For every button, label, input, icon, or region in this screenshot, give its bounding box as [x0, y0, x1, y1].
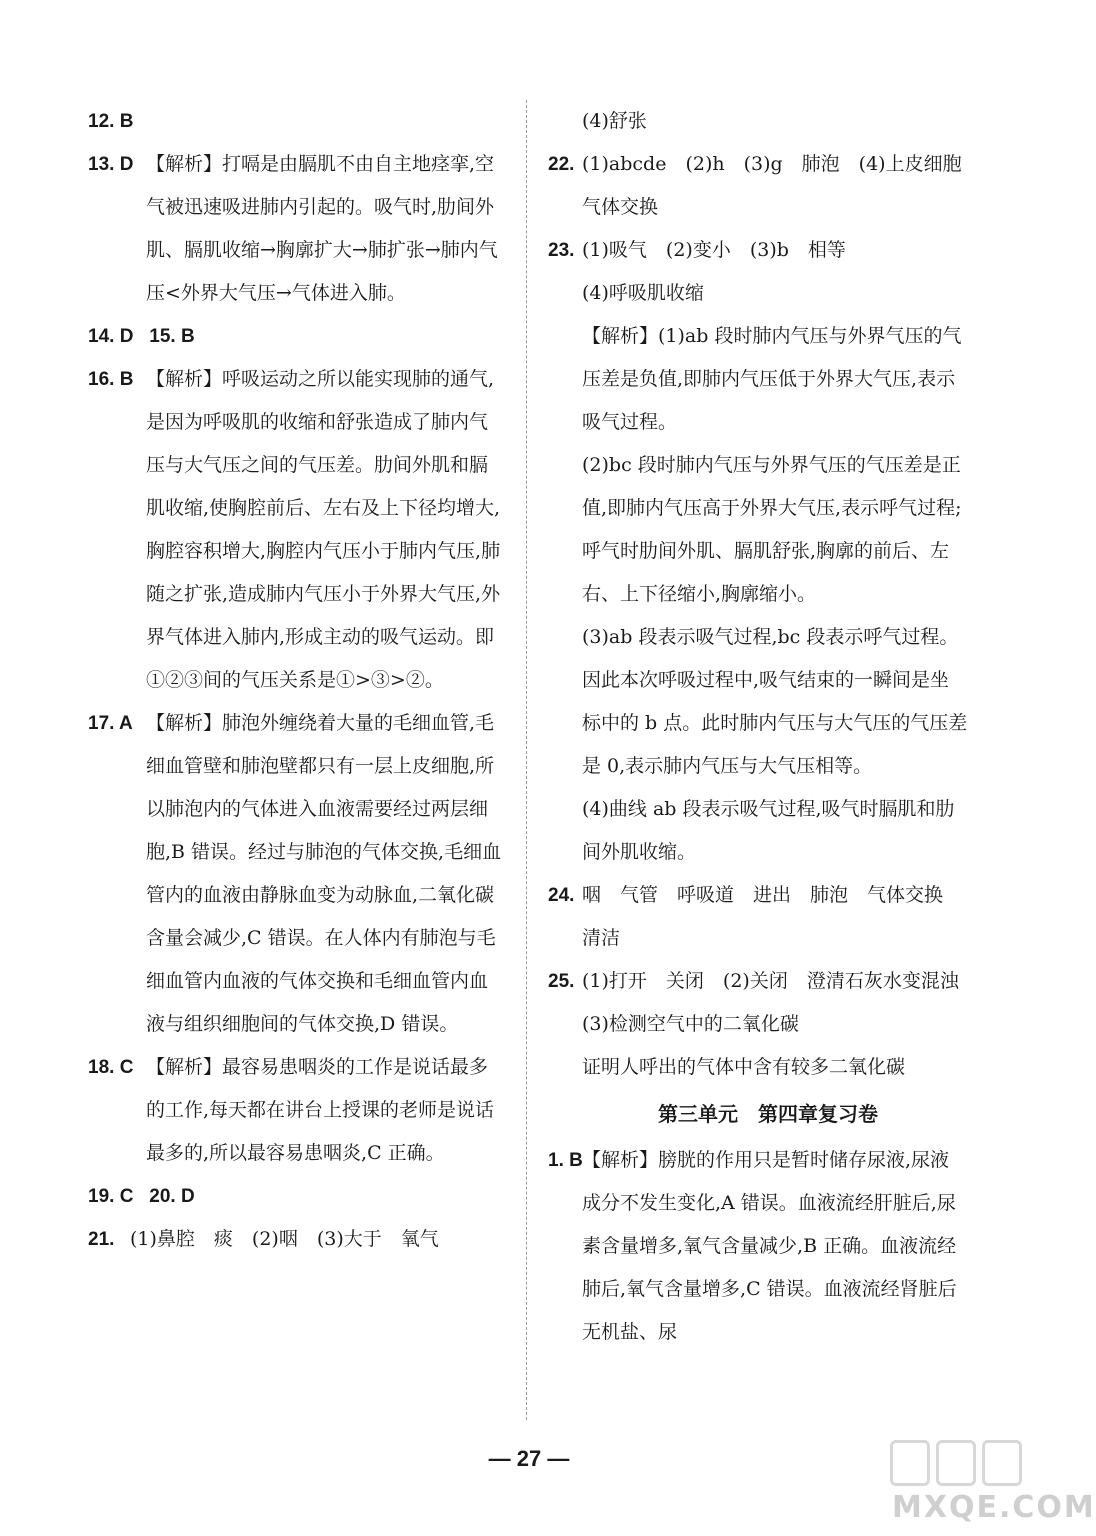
answer-22 — [548, 143, 981, 229]
answer-text: (1)吸气 (2)变小 (3)b 相等 — [582, 239, 846, 261]
answer-23-analysis-1: 【解析】(1)ab 段时肺内气压与外界气压的气压差是负值,即肺内气压低于外界大气压,表示吸气过程。 — [582, 325, 962, 433]
answer-25 — [548, 960, 978, 1046]
answer-number: 12. B — [88, 111, 134, 132]
answer-text: (1)鼻腔 痰 (2)咽 (3)大于 氧气 — [130, 1228, 439, 1250]
answer-14-15 — [88, 315, 506, 358]
answer-21 — [88, 1218, 506, 1261]
answer-number: 23. — [548, 240, 575, 261]
answer-13 — [88, 143, 506, 315]
answer-text: 【解析】呼吸运动之所以能实现肺的通气,是因为呼吸肌的收缩和舒张造成了肺内气压与大气压之间的气压差。肋间外肌和膈肌收缩,使胸腔前后、左右及上下径均增大,胸腔容积增大,胸腔内气压小于肺内气压,肺随之扩张,造成肺内气压小于外界大气压,外界气体进入肺内,形成主动的吸气运动。即①②③间的气压关系是①>③>②。 — [146, 368, 501, 691]
answer-text: 【解析】膀胱的作用只是暂时储存尿液,尿液成分不发生变化,A 错误。血液流经肝脏后,尿素含量增多,氧气含量减少,B 正确。血液流经肺后,氧气含量增多,C 错误。血液流经肾脏后无机盐、尿 — [582, 1149, 957, 1343]
page-number: — 27 — — [488, 1446, 570, 1471]
watermark-text: MXQE.COM — [892, 1490, 1096, 1525]
answer-number: 1. B — [548, 1150, 583, 1171]
answer-24 — [548, 874, 968, 960]
answer-number: 24. — [548, 885, 575, 906]
right-column — [548, 100, 981, 1354]
answer-text: 【解析】肺泡外缠绕着大量的毛细血管,毛细血管壁和肺泡壁都只有一层上皮细胞,所以肺泡内的气体进入血液需要经过两层细胞,B 错误。经过与肺泡的气体交换,毛细血管内的血液由静脉血变为动脉血,二氧化碳含量会减少,C 错误。在人体内有肺泡与毛细血管内血液的气体交换和毛细血管内血液与组织细胞间的气体交换,D 错误。 — [146, 712, 502, 1035]
column-divider — [526, 100, 527, 1420]
answer-text: 【解析】打嗝是由膈肌不由自主地痉挛,空气被迅速吸进肺内引起的。吸气时,肋间外肌、膈肌收缩→胸廓扩大→肺扩张→肺内气压<外界大气压→气体进入肺。 — [146, 153, 498, 304]
answer-14-number: 14. D — [88, 326, 134, 347]
answer-23 — [548, 229, 968, 272]
section-title: 第三单元 第四章复习卷 — [658, 1102, 878, 1126]
answer-23-analysis-4: (4)曲线 ab 段表示吸气过程,吸气时膈肌和肋间外肌收缩。 — [582, 798, 955, 863]
answer-15-number: 15. B — [149, 326, 195, 347]
answer-16 — [88, 358, 506, 702]
answer-number: 16. B — [88, 369, 134, 390]
answer-20-number: 20. D — [149, 1186, 195, 1207]
answer-21-continued: (4)舒张 — [582, 110, 647, 132]
answer-number: 17. A — [88, 713, 133, 734]
answer-18 — [88, 1046, 506, 1175]
left-column — [88, 100, 506, 1261]
answer-text: (1)打开 关闭 (2)关闭 澄清石灰水变混浊 (3)检测空气中的二氧化碳 — [582, 970, 978, 1035]
answer-17 — [88, 702, 506, 1046]
answer-number: 21. — [88, 1229, 115, 1250]
review-answer-1 — [548, 1139, 968, 1354]
answer-19-number: 19. C — [88, 1186, 134, 1207]
watermark-logo — [890, 1440, 1096, 1530]
answer-number — [88, 1175, 195, 1218]
answer-23-analysis-3: (3)ab 段表示吸气过程,bc 段表示呼气过程。因此本次呼吸过程中,吸气结束的一瞬间是坐标中的 b 点。此时肺内气压与大气压的气压差是 0,表示肺内气压与大气压相等。 — [582, 626, 968, 777]
answer-number: 13. D — [88, 154, 134, 175]
answer-number: 25. — [548, 971, 575, 992]
answer-number — [88, 315, 195, 358]
answer-text: 咽 气管 呼吸道 进出 肺泡 气体交换 清洁 — [582, 884, 963, 949]
answer-number: 18. C — [88, 1057, 134, 1078]
answer-text: 【解析】最容易患咽炎的工作是说话最多的工作,每天都在讲台上授课的老师是说话最多的,所以最容易患咽炎,C 正确。 — [146, 1056, 495, 1164]
answer-19-20 — [88, 1175, 506, 1218]
answer-12 — [88, 100, 506, 143]
answer-23-line2: (4)呼吸肌收缩 — [582, 282, 704, 304]
answer-25-line2: 证明人呼出的气体中含有较多二氧化碳 — [582, 1056, 906, 1078]
answer-number: 22. — [548, 154, 575, 175]
answer-23-analysis-2: (2)bc 段时肺内气压与外界气压的气压差是正值,即肺内气压高于外界大气压,表示呼气过程;呼气时肋间外肌、膈肌舒张,胸廓的前后、左右、上下径缩小,胸廓缩小。 — [582, 454, 962, 605]
answer-text: (1)abcde (2)h (3)g 肺泡 (4)上皮细胞 气体交换 — [582, 153, 981, 218]
